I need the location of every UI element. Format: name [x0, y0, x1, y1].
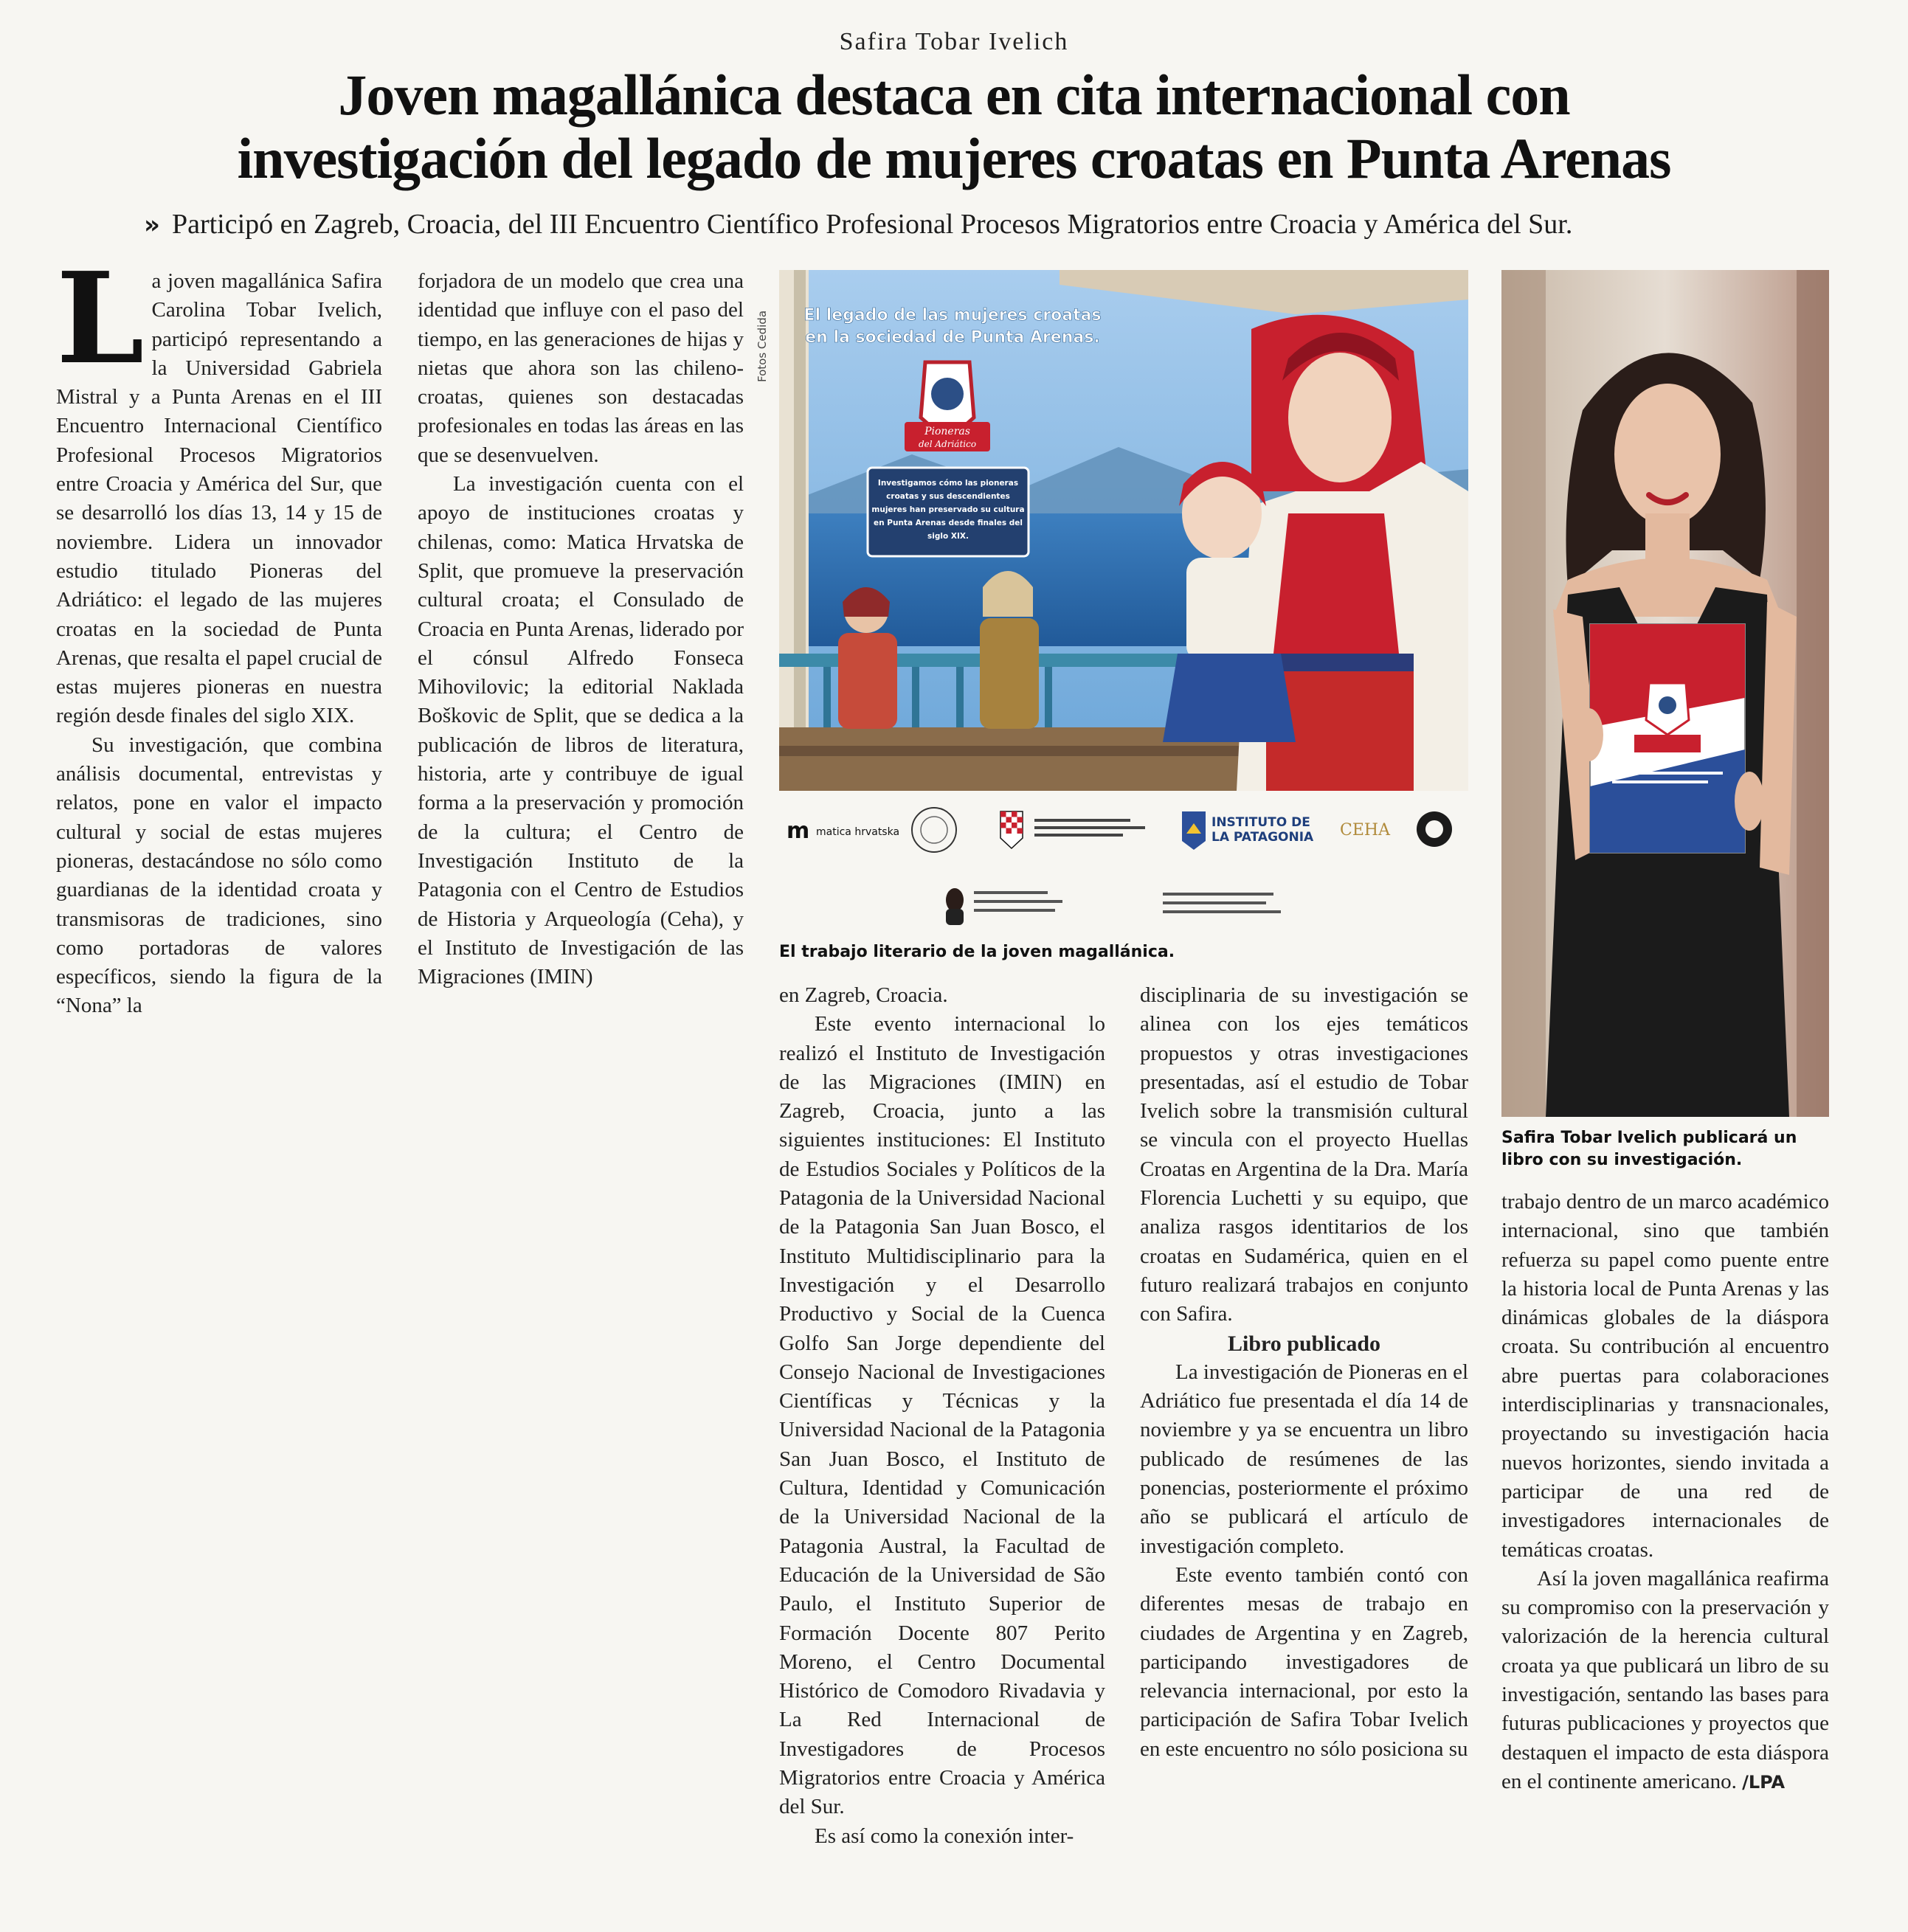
matica-logo-text: matica hrvatska — [816, 826, 900, 838]
headline-line-2: investigación del legado de mujeres croatas en Punta Arenas — [237, 126, 1671, 190]
photo-credit-text: Fotos Cedida — [756, 310, 769, 382]
paragraph-8: disciplinaria de su investigación se alinea con los ejes temáticos propuestos y otras investigaciones presentadas, así el estudio de Tobar Ivelich sobre la transmisión cultural se vincula con el proyecto Huellas Croatas en Argentina de la Dra. María Florencia Luchetti y su equipo, que analiza rasgos identitarios de los croatas en Sudamérica, quien en el futuro realizará trabajos en conjunto con Safira. — [1140, 983, 1468, 1326]
headline-line-1: Joven magallánica destaca en cita internacional con — [338, 63, 1570, 127]
paragraph-9: La investigación de Pioneras en el Adriático fue presentada el día 14 de noviembre y ya se encuentra un libro publicado de resúmenes de las ponencias, posteriormente el próximo año se publicará el artículo de investigación completo. — [1140, 1360, 1469, 1558]
signature: /LPA — [1742, 1771, 1786, 1793]
logo-strip — [779, 797, 1468, 929]
university-footer-text — [1163, 893, 1281, 913]
instituto-patagonia-logo — [1182, 811, 1314, 850]
photo-credit — [751, 271, 772, 389]
held-book — [1590, 624, 1745, 853]
paragraph-3: forjadora de un modelo que crea una identidad que influye con el paso del tiempo, en las generaciones de hijas y nietas que ahora son las chileno-croatas, quienes son destacadas profesionales en todas las áreas en las que se desenvuelven. — [418, 269, 744, 467]
article-column-3 — [779, 981, 1105, 1851]
paragraph-6: Este evento internacional lo realizó el Instituto de Investigación de las Migraciones (IMIN) en Zagreb, Croacia, junto a las siguientes instituciones: El Instituto de Estudios Sociales y Políticos de la Patagonia de la Universidad Nacional de la Patagonia San Juan Bosco, el Instituto Multidisciplinario para la Investigación y el Desarrollo Productivo y Social de la Cuenca Golfo San Jorge dependiente del Consejo Nacional de Investigaciones Científicas y Técnicas y la Universidad Nacional de la Patagonia San Juan Bosco, el Instituto de Cultura, Identidad y Comunicación de la Universidad Nacional de la Patagonia Austral, la Facultad de Educación de la Universidad de São Paulo, el Instituto Superior de Formación Docente 807 Perito Moreno, el Centro Documental Histórico de Comodoro Rivadavia y La Red Internacional de Investigadores de Procesos Migratorios entre Croacia y América del Sur. — [779, 1012, 1105, 1819]
paragraph-12 — [1501, 1565, 1829, 1797]
round-emblem-logo — [1417, 811, 1452, 847]
svg-text:m: m — [787, 818, 810, 844]
paragraph-11: trabajo dentro de un marco académico internacional, sino que también refuerza su papel como puente entre la historia local de Punta Arenas y las dinámicas globales de la diáspora croata. Su contribución al encuentro abre puertas para colaboraciones interdisciplinarias y transnacionales, proyectando su investigación hacia nuevos horizontes, siendo invitada a participar de una red de investigadores internacionales de temáticas croatas. — [1501, 1190, 1829, 1562]
double-chevron-right-icon: » — [144, 210, 160, 240]
poster-badge-line-2: del Adriático — [918, 439, 977, 449]
ceha-logo-text: CEHA — [1340, 821, 1390, 839]
paragraph-12-text: Así la joven magallánica reafirma su compromiso con la preservación y valorización de la herencia cultural croata ya que publicará un libro de su investigación, sentando las bases para futuras publicaciones y proyectos que destaquen el impacto de esta diáspora en el continente americano. — [1501, 1566, 1829, 1793]
poster-badge-line-1: Pioneras — [924, 426, 970, 437]
subhead-text: Participó en Zagreb, Croacia, del III Encuentro Científico Profesional Procesos Migratorios entre Croacia y América del Sur. — [171, 209, 1573, 240]
patagonia-logo-line-1: INSTITUTO DE — [1211, 815, 1310, 830]
paragraph-1-text: a joven magallánica Safira Carolina Tobar Ivelich, participó representando a la Universidad Gabriela Mistral y a Punta Arenas en el III Encuentro Internacional Científico Profesional Procesos Migratorios entre Croacia y América del Sur, que se desarrolló los días 13, 14 y 15 de noviembre. Lidera un innovador estudio titulado Pioneras del Adriático: el legado de las mujeres croatas en la sociedad de Punta Arenas, que resalta el papel crucial de estas mujeres pioneras en nuestra región desde finales del siglo XIX. — [56, 269, 382, 728]
poster-image — [779, 270, 1468, 791]
poster-box-line-4: en Punta Arenas desde finales del — [874, 519, 1023, 527]
patagonia-logo-line-2: LA PATAGONIA — [1211, 830, 1314, 845]
image-caption-2: Safira Tobar Ivelich publicará un libro con su investigación. — [1501, 1129, 1797, 1169]
article-column-2 — [418, 267, 744, 991]
image-caption-1: El trabajo literario de la joven magallánica. — [779, 943, 1175, 961]
section-subtitle: Libro publicado — [1227, 1331, 1381, 1356]
matica-hrvatska-logo — [787, 818, 899, 844]
poster-box-line-1: Investigamos cómo las pioneras — [877, 479, 1019, 488]
portrait-photo — [1501, 270, 1829, 1117]
subhead — [144, 208, 1841, 241]
paragraph-7: Es así como la conexión inter- — [815, 1824, 1074, 1848]
author-contact-card — [946, 888, 1062, 925]
paragraph-10: Este evento también contó con diferentes mesas de trabajo en ciudades de Argentina y en Zagreb, participando investigadores de relevancia internacional, por esto la participación de Safira Tobar Ivelich en este encuentro no sólo posiciona su — [1140, 1562, 1468, 1761]
poster-title-line-2: en la sociedad de Punta Arenas. — [805, 328, 1100, 347]
paragraph-2: Su investigación, que combina análisis documental, entrevistas y relatos, pone en valor el impacto cultural y social de estas mujeres pioneras, destacándose no sólo como guardianas de la identidad croata y transmisoras de tradiciones, sino como portadoras de valores específicos, siendo la figura de la “Nona” la — [56, 733, 382, 1018]
drop-cap: L — [56, 245, 145, 392]
paragraph-1 — [56, 245, 382, 731]
seal-logo — [912, 808, 956, 852]
poster-box-line-3: mujeres han preservado su cultura — [871, 505, 1025, 514]
article-column-1 — [56, 245, 382, 1021]
croatia-coat-of-arms-logo — [1000, 811, 1145, 848]
paragraph-4: La investigación cuenta con el apoyo de instituciones croatas y chilenas, como: Matica Hrvatska de Split, que promueve la preservación cultural croata; el Consulado de Croacia en Punta Arenas, liderado por el cónsul Alfredo Fonseca Mihovilovic; la editorial Naklada Boškovic de Split, que se dedica a la publicación de libros de literatura, historia, arte y contribuye de igual forma a la preservación y promoción de la cultura; el Centro de Investigación Instituto de la Patagonia con el Centro de Estudios de Historia y Arqueología (Ceha), y el Instituto de Investigación de las Migraciones (IMIN) — [418, 472, 744, 989]
author-byline: Safira Tobar Ivelich — [839, 28, 1069, 55]
poster-box-line-5: siglo XIX. — [927, 532, 969, 541]
article-column-4 — [1140, 981, 1468, 1764]
ceha-logo — [1340, 821, 1391, 839]
poster-title-line-1: El legado de las mujeres croatas — [803, 306, 1102, 325]
paragraph-5: en Zagreb, Croacia. — [779, 983, 948, 1007]
article-column-5 — [1501, 1188, 1829, 1797]
poster-box-line-2: croatas y sus descendientes — [886, 492, 1010, 501]
headline — [59, 63, 1849, 190]
